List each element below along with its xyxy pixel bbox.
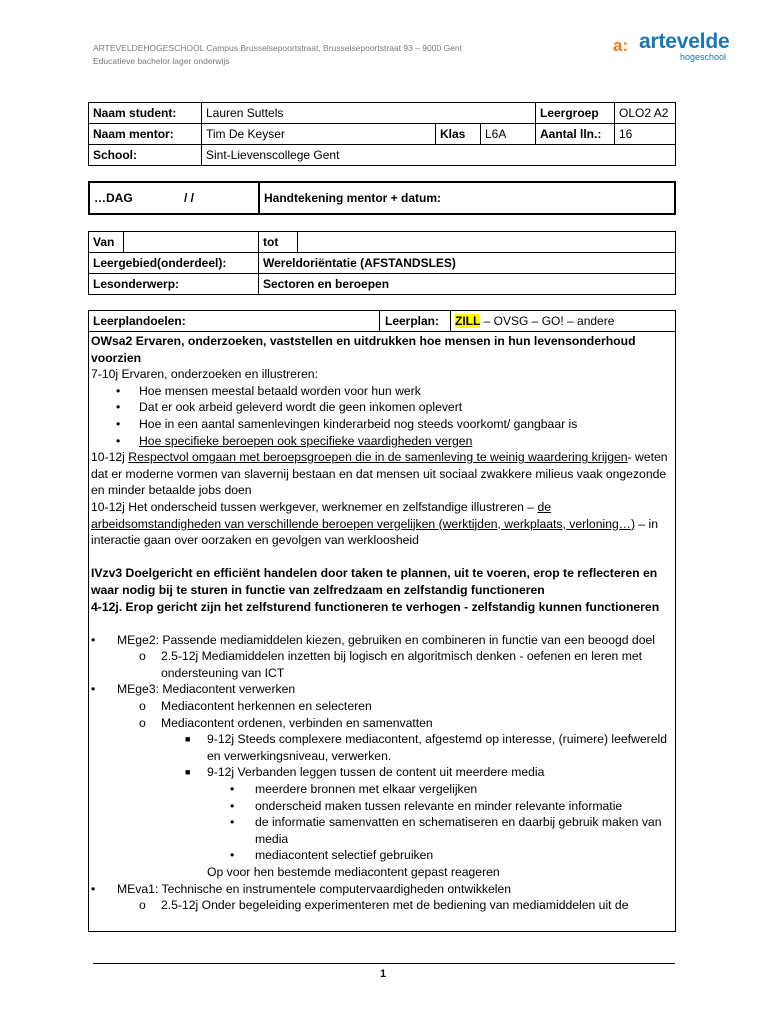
list-item: • mediacontent selectief gebruiken [230,848,434,863]
goals-label: Leerplandoelen: [93,314,186,328]
logo-brand: artevelde [639,30,730,53]
plan-zill: ZILL [455,314,481,328]
student-value: Lauren Suttels [202,103,536,124]
tot-label: tot [259,232,298,253]
van-value [124,232,259,253]
van-label: Van [89,232,124,253]
goals-body [91,333,669,914]
klas-value: L6A [481,124,536,145]
goal-1012a: 10-12j Respectvol omgaan met beroepsgroepen die in de samenleving te weinig waardering krijgen- weten dat er moderne vormen van slavernij bestaan en dat mensen uit sociaal zwakkere milieus vaak ongezonde en minder betaalde jobs doen [91,450,668,498]
student-label: Naam student: [89,103,202,124]
topic-value: Sectoren en beroepen [259,274,676,295]
list-item: • de informatie samenvatten en schematiseren en daarbij gebruik maken van media [230,815,662,846]
list-item: • Hoe in een aantal samenlevingen kinderarbeid nog steeds voorkomt/ gangbaar is [116,416,578,431]
goals-box [88,310,676,932]
square-item-1: ■ 9-12j Steeds complexere mediacontent, afgestemd op interesse, (ruimere) leefwereld en verwerkingsniveau, verwerken. [185,732,667,763]
school-value: Sint-Lievenscollege Gent [202,145,676,166]
signature-table [88,181,676,215]
ows-sub: 7-10j Ervaren, onderzoeken en illustreren: [91,367,318,382]
meva1-sub: o 2.5-12j Onder begeleiding experimenteren met de bediening van mediamiddelen uit de [139,898,629,913]
date-slashes: / / [184,191,195,205]
ivz-title: IVzv3 Doelgericht en efficiënt handelen door taken te plannen, uit te voeren, erop te reflecteren en waar nodig bij te sturen in functie van zelfredzaam en zelfstandig functioneren [91,566,658,597]
aantal-label: Aantal lln.: [536,124,615,145]
square-item-2: ■ 9-12j Verbanden leggen tussen de content uit meerdere media [185,765,545,780]
meva1: • MEva1: Technische en instrumentele computervaardigheden ontwikkelen [91,881,512,896]
mege2-sub: o 2.5-12j Mediamiddelen inzetten bij logisch en algoritmisch denken - oefenen en leren met ondersteuning van ICT [139,649,643,680]
ivz-sub: 4-12j. Erop gericht zijn het zelfsturend functioneren te verhogen - zelfstandig kunnen functioneren [91,599,660,614]
footer-divider [93,963,675,964]
area-value: Wereldoriëntatie (AFSTANDSLES) [259,253,676,274]
goals-header [89,311,675,332]
header-program: Educatieve bachelor lager onderwijs [93,56,230,66]
plan-label: Leerplan: [385,314,440,328]
topic-label: Lesonderwerp: [89,274,259,295]
list-item: • onderscheid maken tussen relevante en minder relevante informatie [230,798,623,813]
page-header [93,42,462,68]
mege3-a: o Mediacontent herkennen en selecteren [139,699,372,714]
student-info-table [88,102,676,166]
mentor-label: Naam mentor: [89,124,202,145]
school-label: School: [89,145,202,166]
logo-mark: a: [613,36,629,55]
plan-options [455,314,614,328]
list-item: • Hoe mensen meestal betaald worden voor hun werk [116,383,421,398]
tot-value [298,232,676,253]
logo-sub: hogeschool [680,52,727,62]
list-item: • Hoe specifieke beroepen ook specifieke vaardigheden vergen [116,433,473,448]
mege2: • MEge2: Passende mediamiddelen kiezen, gebruiken en combineren in functie van een beoogd doel [91,632,655,647]
day-cell [89,182,259,214]
area-label: Leergebied(onderdeel): [89,253,259,274]
plan-rest: – OVSG – GO! – andere [480,314,615,328]
ows-title: OWsa2 Ervaren, onderzoeken, vaststellen en uitdrukken hoe mensen in hun levensonderhoud voorzien [91,334,636,365]
lesson-table [88,231,676,295]
mege3-b: o Mediacontent ordenen, verbinden en samenvatten [139,715,433,730]
goal-1012b: 10-12j Het onderscheid tussen werkgever, werknemer en zelfstandige illustreren – de arbeidsomstandigheden van verschillende beroepen vergelijken (werktijden, werkplaats, verloning…) – in interactie gaan over oorzaken en gevolgen van werkloosheid [91,499,659,548]
artevelde-logo [611,30,730,64]
day-label: …DAG [94,191,133,205]
mentor-value: Tim De Keyser [202,124,436,145]
list-item: • Dat er ook arbeid geleverd wordt die geen inkomen oplevert [116,400,463,415]
group-label: Leergroep [536,103,615,124]
react-text: Op voor hen bestemde mediacontent gepast reageren [207,865,500,879]
group-value: OLO2 A2 [615,103,676,124]
aantal-value: 16 [615,124,676,145]
list-item: • meerdere bronnen met elkaar vergelijken [230,782,478,797]
signature-label: Handtekening mentor + datum: [259,182,675,214]
page-number: 1 [380,968,387,980]
header-institution: ARTEVELDEHOGESCHOOL Campus Brusselsepoortstraat, Brusselsepoortstraat 93 – 9000 Gent [93,43,462,53]
mege3: • MEge3: Mediacontent verwerken [91,682,296,697]
klas-label: Klas [436,124,481,145]
